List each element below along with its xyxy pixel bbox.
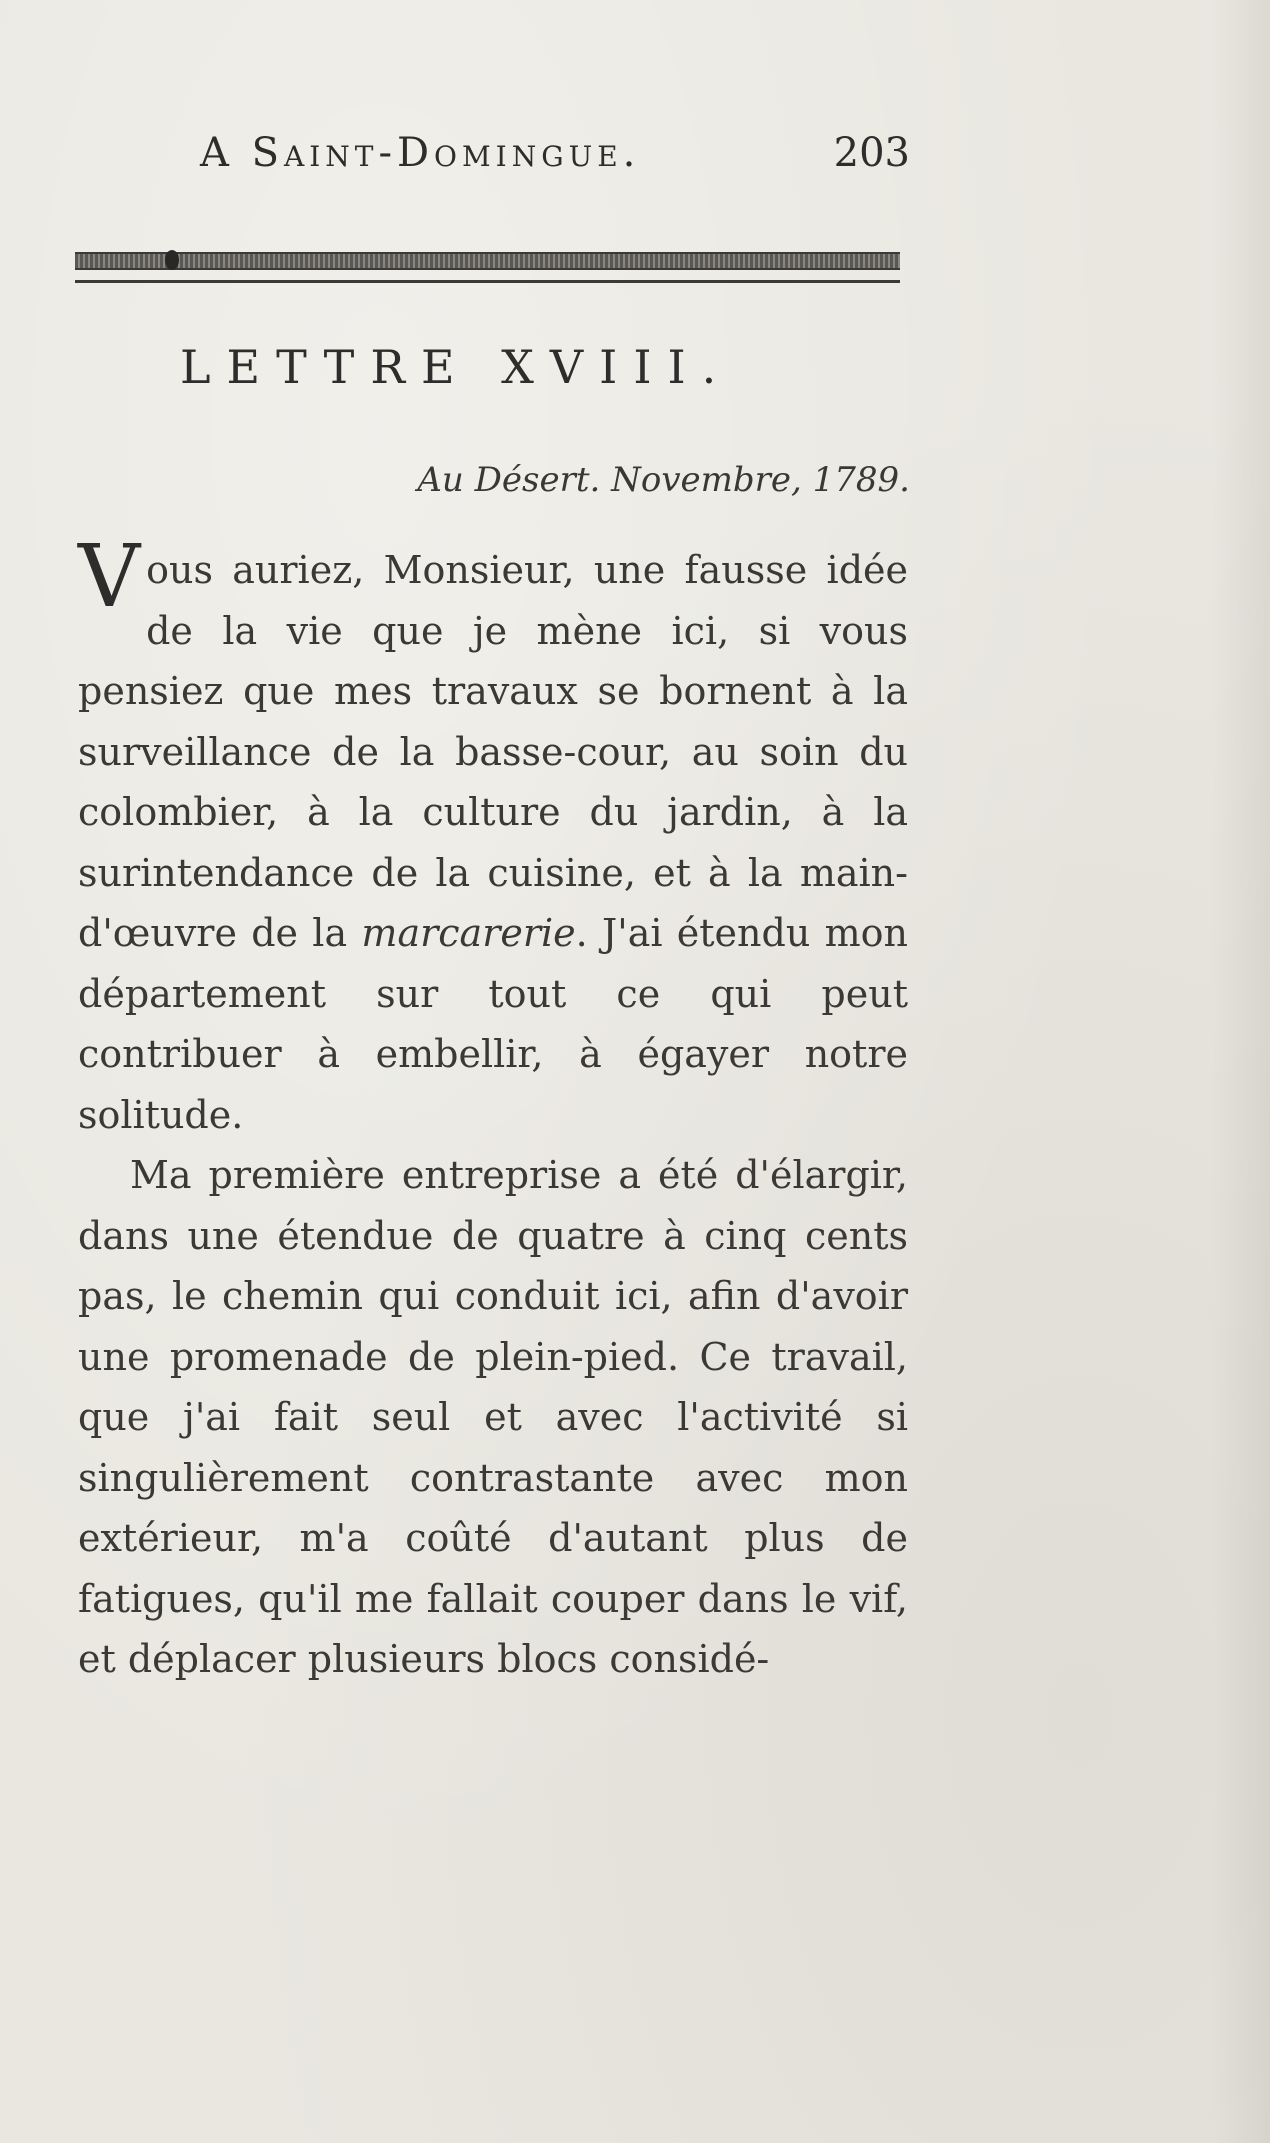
letter-heading: LETTRE XVIII.: [180, 340, 733, 394]
drop-cap: V: [78, 527, 141, 627]
paragraph-2: Ma première entreprise a été d'élargir, dans une étendue de quatre à cinq cents pas, le chemin qui conduit ici, afin d'avoir une promenade de plein-pied. Ce travail, que j'ai fait seul et avec l'activité si singulièrement contrastante avec mon extérieur, m'a coûté d'autant plus de fatigues, qu'il me fallait couper dans le vif, et déplacer plusieurs blocs considé-: [78, 1153, 908, 1681]
page-edge-shade: [1210, 0, 1270, 2143]
paragraph-1-text-a: ous auriez, Monsieur, une fausse idée de la vie que je mène ici, si vous pensiez que mes travaux se bornent à la surveillance de la basse-cour, au soin du colombier, à la culture du jardin, à la surintendance de la cuisine, et à la main-d'œuvre de la: [78, 548, 908, 955]
paragraph-1: [78, 527, 908, 1145]
running-head: [200, 130, 910, 190]
paragraph-1-italic-word: marcarerie: [361, 911, 576, 955]
letter-body: [78, 527, 908, 1690]
rule-thin-line: [75, 280, 900, 283]
running-head-title: A Saint-Domingue.: [200, 130, 641, 176]
rule-thick-band: [75, 252, 900, 270]
ornamental-rule: [75, 250, 900, 290]
page-number: 203: [833, 130, 910, 176]
rule-ornament-dot: [165, 250, 179, 270]
letter-dateline: Au Désert. Novembre, 1789.: [417, 460, 910, 500]
paragraph-1-text-b: . J'ai étendu mon département sur tout ce qui peut contribuer à embellir, à égayer notre solitude.: [78, 911, 908, 1137]
